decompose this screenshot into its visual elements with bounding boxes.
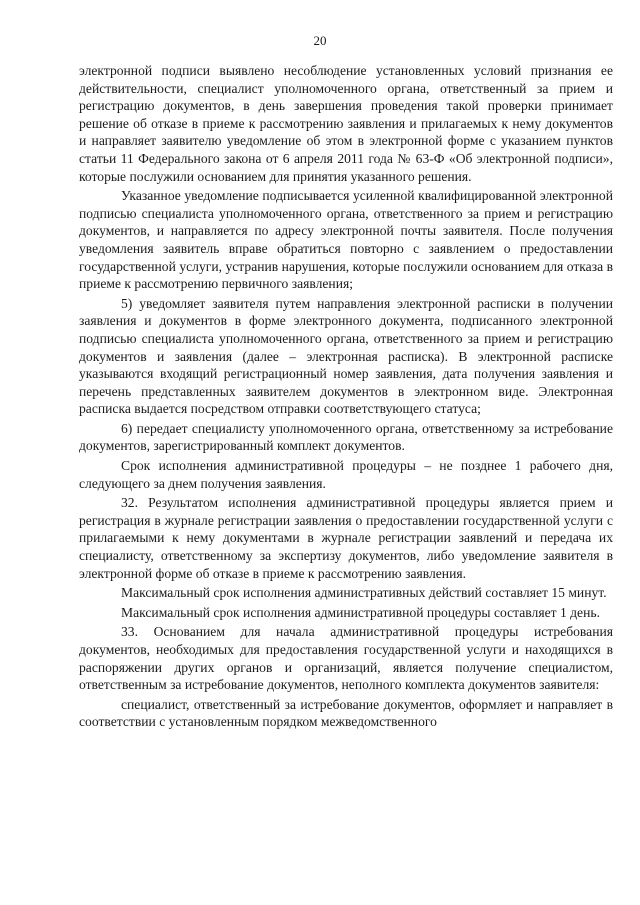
paragraph-max-actions-time: Максимальный срок исполнения административных действий составляет 15 минут. (121, 585, 607, 601)
paragraph-notification-signing: Указанное уведомление подписывается усиленной квалифицированной электронной подписью специалиста уполномоченного органа, ответственного за прием и регистрацию документов, и направляется по адресу электронной почты заявителя. После получения уведомления заявитель вправе обратиться повторно с заявлением о предоставлении государственной услуги, устранив нарушения, которые послужили основанием для отказа в приеме к рассмотрению первичного заявления; (79, 188, 613, 292)
paragraph-item-5-electronic-receipt: 5) уведомляет заявителя путем направления электронной расписки в получении заявления и документов в форме электронного документа, подписанного электронной подписью специалиста уполномоченного органа, ответственного за прием и регистрацию документов и заявления (далее – электронная расписка). В электронной расписке указываются входящий регистрационный номер заявления, дата получения заявления и перечень представленных заявителем документов в электронном виде. Электронная расписка выдается посредством отправки соответствующего статуса; (79, 295, 613, 417)
paragraph-max-procedure-time: Максимальный срок исполнения административной процедуры составляет 1 день. (121, 604, 600, 620)
paragraph-specialist-request: специалист, ответственный за истребование документов, оформляет и направляет в соответствии с установленным порядком межведомственного (79, 696, 613, 730)
paragraph-item-6-transfer: 6) передает специалисту уполномоченного органа, ответственному за истребование документов, зарегистрированный комплект документов. (79, 420, 613, 454)
paragraph-section-33-basis: 33. Основанием для начала административной процедуры истребования документов, необходимых для предоставления государственной услуги и находящихся в распоряжении других органов и организаций, является получение специалистом, ответственным за истребование документов, неполного комплекта документов заявителя: (79, 624, 613, 693)
paragraph-signature-check-continued: электронной подписи выявлено несоблюдение установленных условий признания ее действительности, специалист уполномоченного органа, ответственный за прием и регистрацию документов, в день завершения проведения такой проверки принимает решение об отказе в приеме к рассмотрению заявления и прилагаемых к нему документов и направляет заявителю уведомление об этом в электронной форме с указанием пунктов статьи 11 Федерального закона от 6 апреля 2011 года № 63-Ф «Об электронной подписи», которые послужили основанием для принятия указанного решения. (79, 63, 613, 184)
page-number: 20 (313, 33, 327, 48)
paragraph-procedure-deadline: Срок исполнения административной процедуры – не позднее 1 рабочего дня, следующего за днем получения заявления. (79, 458, 613, 491)
document-body (79, 62, 613, 731)
paragraph-section-32-result: 32. Результатом исполнения административной процедуры является прием и регистрация в журнале регистрации заявления о предоставлении государственной услуги с прилагаемыми к нему документами в журнале регистрации заявлений и передача их специалисту, ответственному за экспертизу документов, либо уведомление заявителя в электронной форме об отказе в приеме к рассмотрению заявления. (79, 495, 613, 581)
